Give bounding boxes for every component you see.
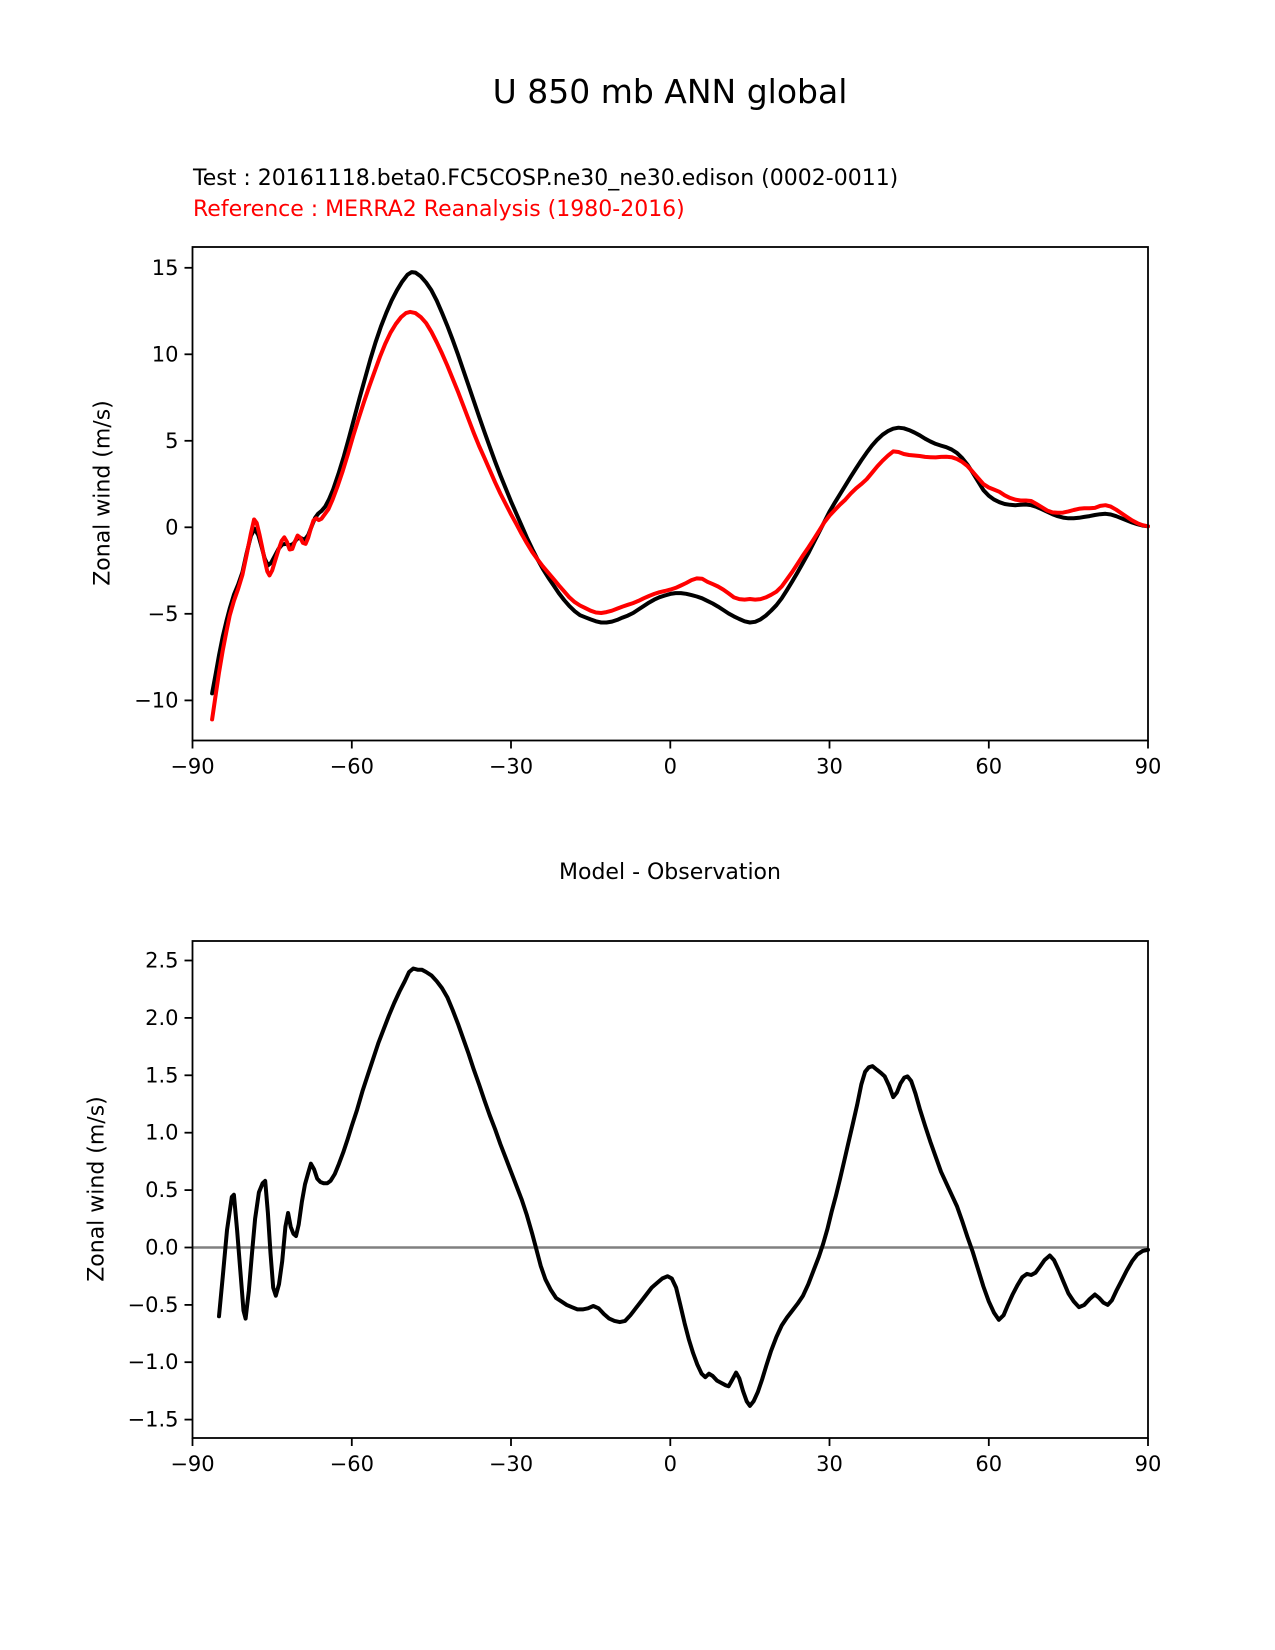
- difference-series-line: [219, 969, 1148, 1406]
- x-tick-label: 60: [975, 1452, 1003, 1476]
- x-tick-label: 90: [1134, 1452, 1162, 1476]
- x-tick-label: 90: [1134, 754, 1162, 779]
- y-tick-label: 2.0: [145, 1005, 179, 1030]
- x-tick-label: −60: [329, 1452, 374, 1476]
- x-tick-label: −90: [170, 1452, 215, 1476]
- y-tick-label: −1.5: [127, 1407, 179, 1432]
- x-tick-label: −30: [488, 754, 534, 779]
- y-tick-label: 1.5: [145, 1063, 179, 1088]
- reference-subtitle: Reference : MERRA2 Reanalysis (1980-2016): [193, 197, 685, 222]
- x-tick-label: 30: [816, 1452, 843, 1476]
- test-subtitle: Test : 20161118.beta0.FC5COSP.ne30_ne30.edison (0002-0011): [193, 166, 899, 191]
- y-tick-label: 0.5: [145, 1178, 179, 1203]
- x-tick-label: 60: [975, 754, 1003, 779]
- y-tick-label: −0.5: [127, 1292, 179, 1317]
- y-tick-label: 15: [151, 255, 179, 280]
- x-tick-label: 0: [663, 1452, 677, 1476]
- y-axis-label-top: Zonal wind (m/s): [90, 400, 116, 586]
- x-tick-label: −30: [488, 1452, 534, 1476]
- y-axis-label-bottom: Zonal wind (m/s): [84, 1096, 110, 1282]
- y-tick-label: 1.0: [145, 1120, 179, 1145]
- axes-border: [193, 941, 1149, 1438]
- x-tick-label: −90: [170, 754, 215, 779]
- y-tick-label: −10: [134, 688, 179, 713]
- y-tick-label: 0: [165, 515, 179, 540]
- x-tick-label: 0: [663, 754, 677, 779]
- x-tick-label: 30: [816, 754, 843, 779]
- y-tick-label: −5: [147, 601, 179, 626]
- figure-title: U 850 mb ANN global: [492, 72, 848, 111]
- y-tick-label: −1.0: [127, 1350, 179, 1375]
- y-tick-label: 5: [165, 428, 179, 453]
- y-tick-label: 2.5: [145, 948, 179, 973]
- y-tick-label: 10: [151, 342, 179, 367]
- y-tick-label: 0.0: [145, 1235, 179, 1260]
- x-tick-label: −60: [329, 754, 374, 779]
- difference-chart-title: Model - Observation: [559, 860, 781, 885]
